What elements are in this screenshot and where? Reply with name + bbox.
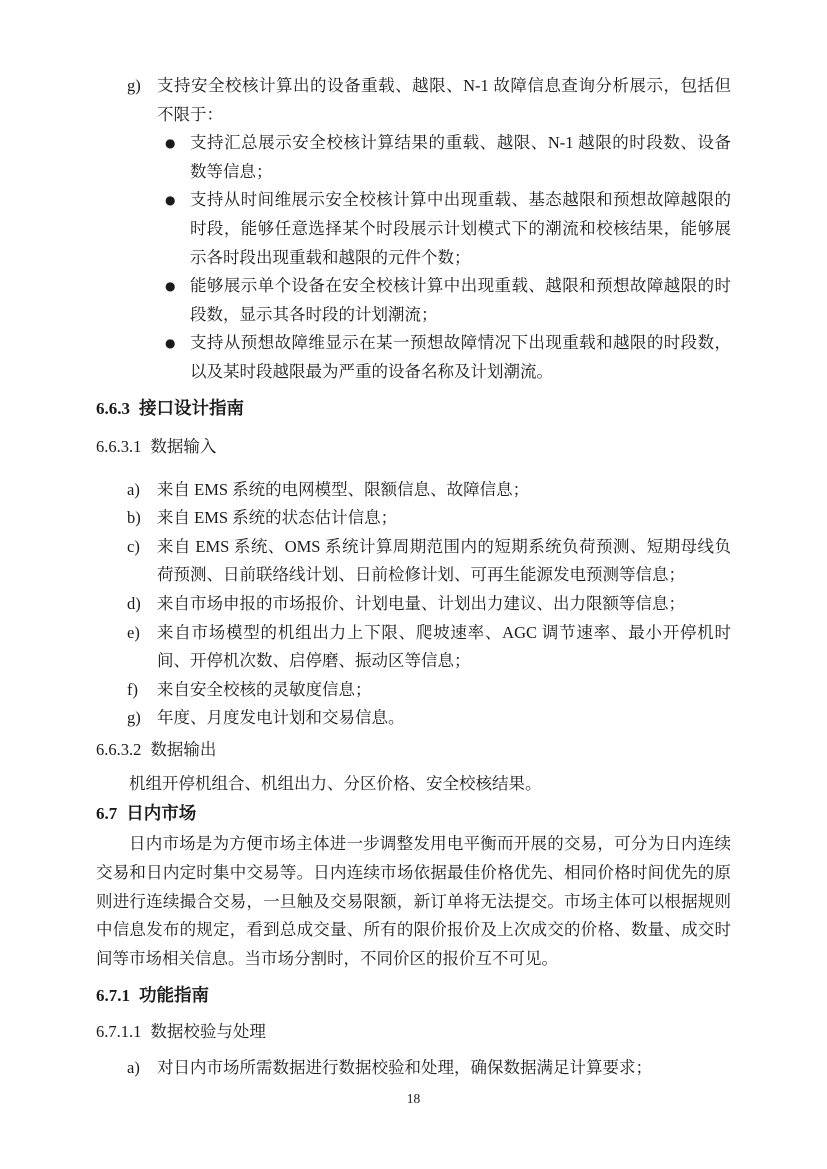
list-text: 来自 EMS 系统、OMS 系统计算周期范围内的短期系统负荷预测、短期母线负荷预测、日前联络线计划、日前检修计划、可再生能源发电预测等信息；: [157, 536, 731, 585]
bullet-icon: ●: [165, 193, 176, 208]
bullet-icon: ●: [165, 336, 176, 351]
bullet-text: 能够展示单个设备在安全校核计算中出现重载、越限和预想故障越限的时段数，显示其各时段的计划潮流；: [190, 276, 731, 324]
subsection-title: 数据校验与处理: [150, 1022, 266, 1042]
list-text: 来自 EMS 系统的电网模型、限额信息、故障信息；: [157, 479, 530, 499]
subsection-title: 数据输出: [150, 739, 217, 759]
list-item: [96, 533, 731, 590]
list-label: g): [127, 708, 141, 728]
output-paragraph: 机组开停机组合、机组出力、分区价格、安全校核结果。: [129, 773, 542, 793]
list-item: [96, 619, 731, 676]
list-item: [96, 704, 731, 733]
subsection-number: 6.6.3.1: [96, 436, 142, 456]
bullet-item: [96, 186, 731, 272]
subsection-title: 数据输入: [150, 436, 217, 456]
section-number: 6.7: [96, 804, 118, 824]
bullet-item: [96, 129, 731, 186]
input-list: [96, 476, 731, 733]
list-label: a): [127, 479, 140, 499]
list-item-g: [96, 72, 731, 129]
bullet-text: 支持汇总展示安全校核计算结果的重载、越限、N-1 越限的时段数、设备数等信息；: [190, 133, 731, 181]
list-label: e): [127, 622, 140, 642]
intro-paragraph: 日内市场是为方便市场主体进一步调整发用电平衡而开展的交易，可分为日内连续交易和日内定时集中交易等。日内连续市场依据最佳价格优先、相同价格时间优先的原则进行连续撮合交易，一旦触及交易限额，新订单将无法提交。市场主体可以根据规则中信息发布的规定，看到总成交量、所有的限价报价及上次成交的价格、数量、成交时间等市场相关信息。当市场分割时，不同价区的报价互不可见。: [96, 834, 731, 968]
list-item: [96, 504, 731, 533]
list-text: 对日内市场所需数据进行数据校验和处理，确保数据满足计算要求；: [157, 1058, 652, 1078]
bullet-item: [96, 272, 731, 329]
section-number: 6.7.1: [96, 986, 130, 1006]
list-label: d): [127, 593, 141, 613]
subsection-heading-6631: [96, 434, 731, 460]
section-title: 功能指南: [139, 985, 209, 1006]
list-item: [96, 1054, 731, 1083]
list-label: g): [127, 76, 141, 95]
list-text: 年度、月度发电计划和交易信息。: [157, 708, 405, 728]
bullet-text: 支持从预想故障维显示在某一预想故障情况下出现重载和越限的时段数，以及某时段越限最为严重的设备名称及计划潮流。: [190, 333, 731, 381]
list-label: a): [127, 1058, 140, 1078]
list-item: [96, 476, 731, 505]
list-label: f): [127, 679, 138, 699]
list-label: b): [127, 508, 141, 528]
bullet-list: [96, 129, 731, 386]
list-item: [96, 676, 731, 705]
list-text: 来自安全校核的灵敏度信息；: [157, 679, 372, 699]
section-number: 6.6.3: [96, 398, 130, 418]
list-text: 支持安全校核计算出的设备重载、越限、N-1 故障信息查询分析展示，包括但不限于：: [157, 76, 731, 124]
bullet-text: 支持从时间维展示安全校核计算中出现重载、基态越限和预想故障越限的时段，能够任意选择某个时段展示计划模式下的潮流和校核结果，能够展示各时段出现重载和越限的元件个数；: [190, 190, 731, 267]
bullet-icon: ●: [165, 279, 176, 294]
list-label: c): [127, 536, 140, 556]
section-heading-671: [96, 982, 731, 1009]
list-text: 来自市场模型的机组出力上下限、爬坡速率、AGC 调节速率、最小开停机时间、开停机次数、启停磨、振动区等信息；: [157, 622, 731, 671]
section-title: 接口设计指南: [139, 397, 244, 418]
page-number: 18: [406, 1091, 421, 1107]
subsection-heading-6711: [96, 1019, 731, 1045]
bullet-item: [96, 329, 731, 386]
section-heading-663: [96, 395, 731, 422]
check-list: [96, 1054, 731, 1083]
bullet-icon: ●: [165, 136, 176, 151]
section-heading-67: [96, 800, 731, 827]
subsection-number: 6.7.1.1: [96, 1022, 142, 1042]
subsection-heading-6632: [96, 737, 731, 763]
list-text: 来自 EMS 系统的状态估计信息；: [157, 508, 398, 528]
list-text: 来自市场申报的市场报价、计划电量、计划出力建议、出力限额等信息；: [157, 593, 685, 613]
section-title: 日内市场: [126, 803, 197, 824]
subsection-number: 6.6.3.2: [96, 739, 142, 759]
list-item: [96, 590, 731, 619]
